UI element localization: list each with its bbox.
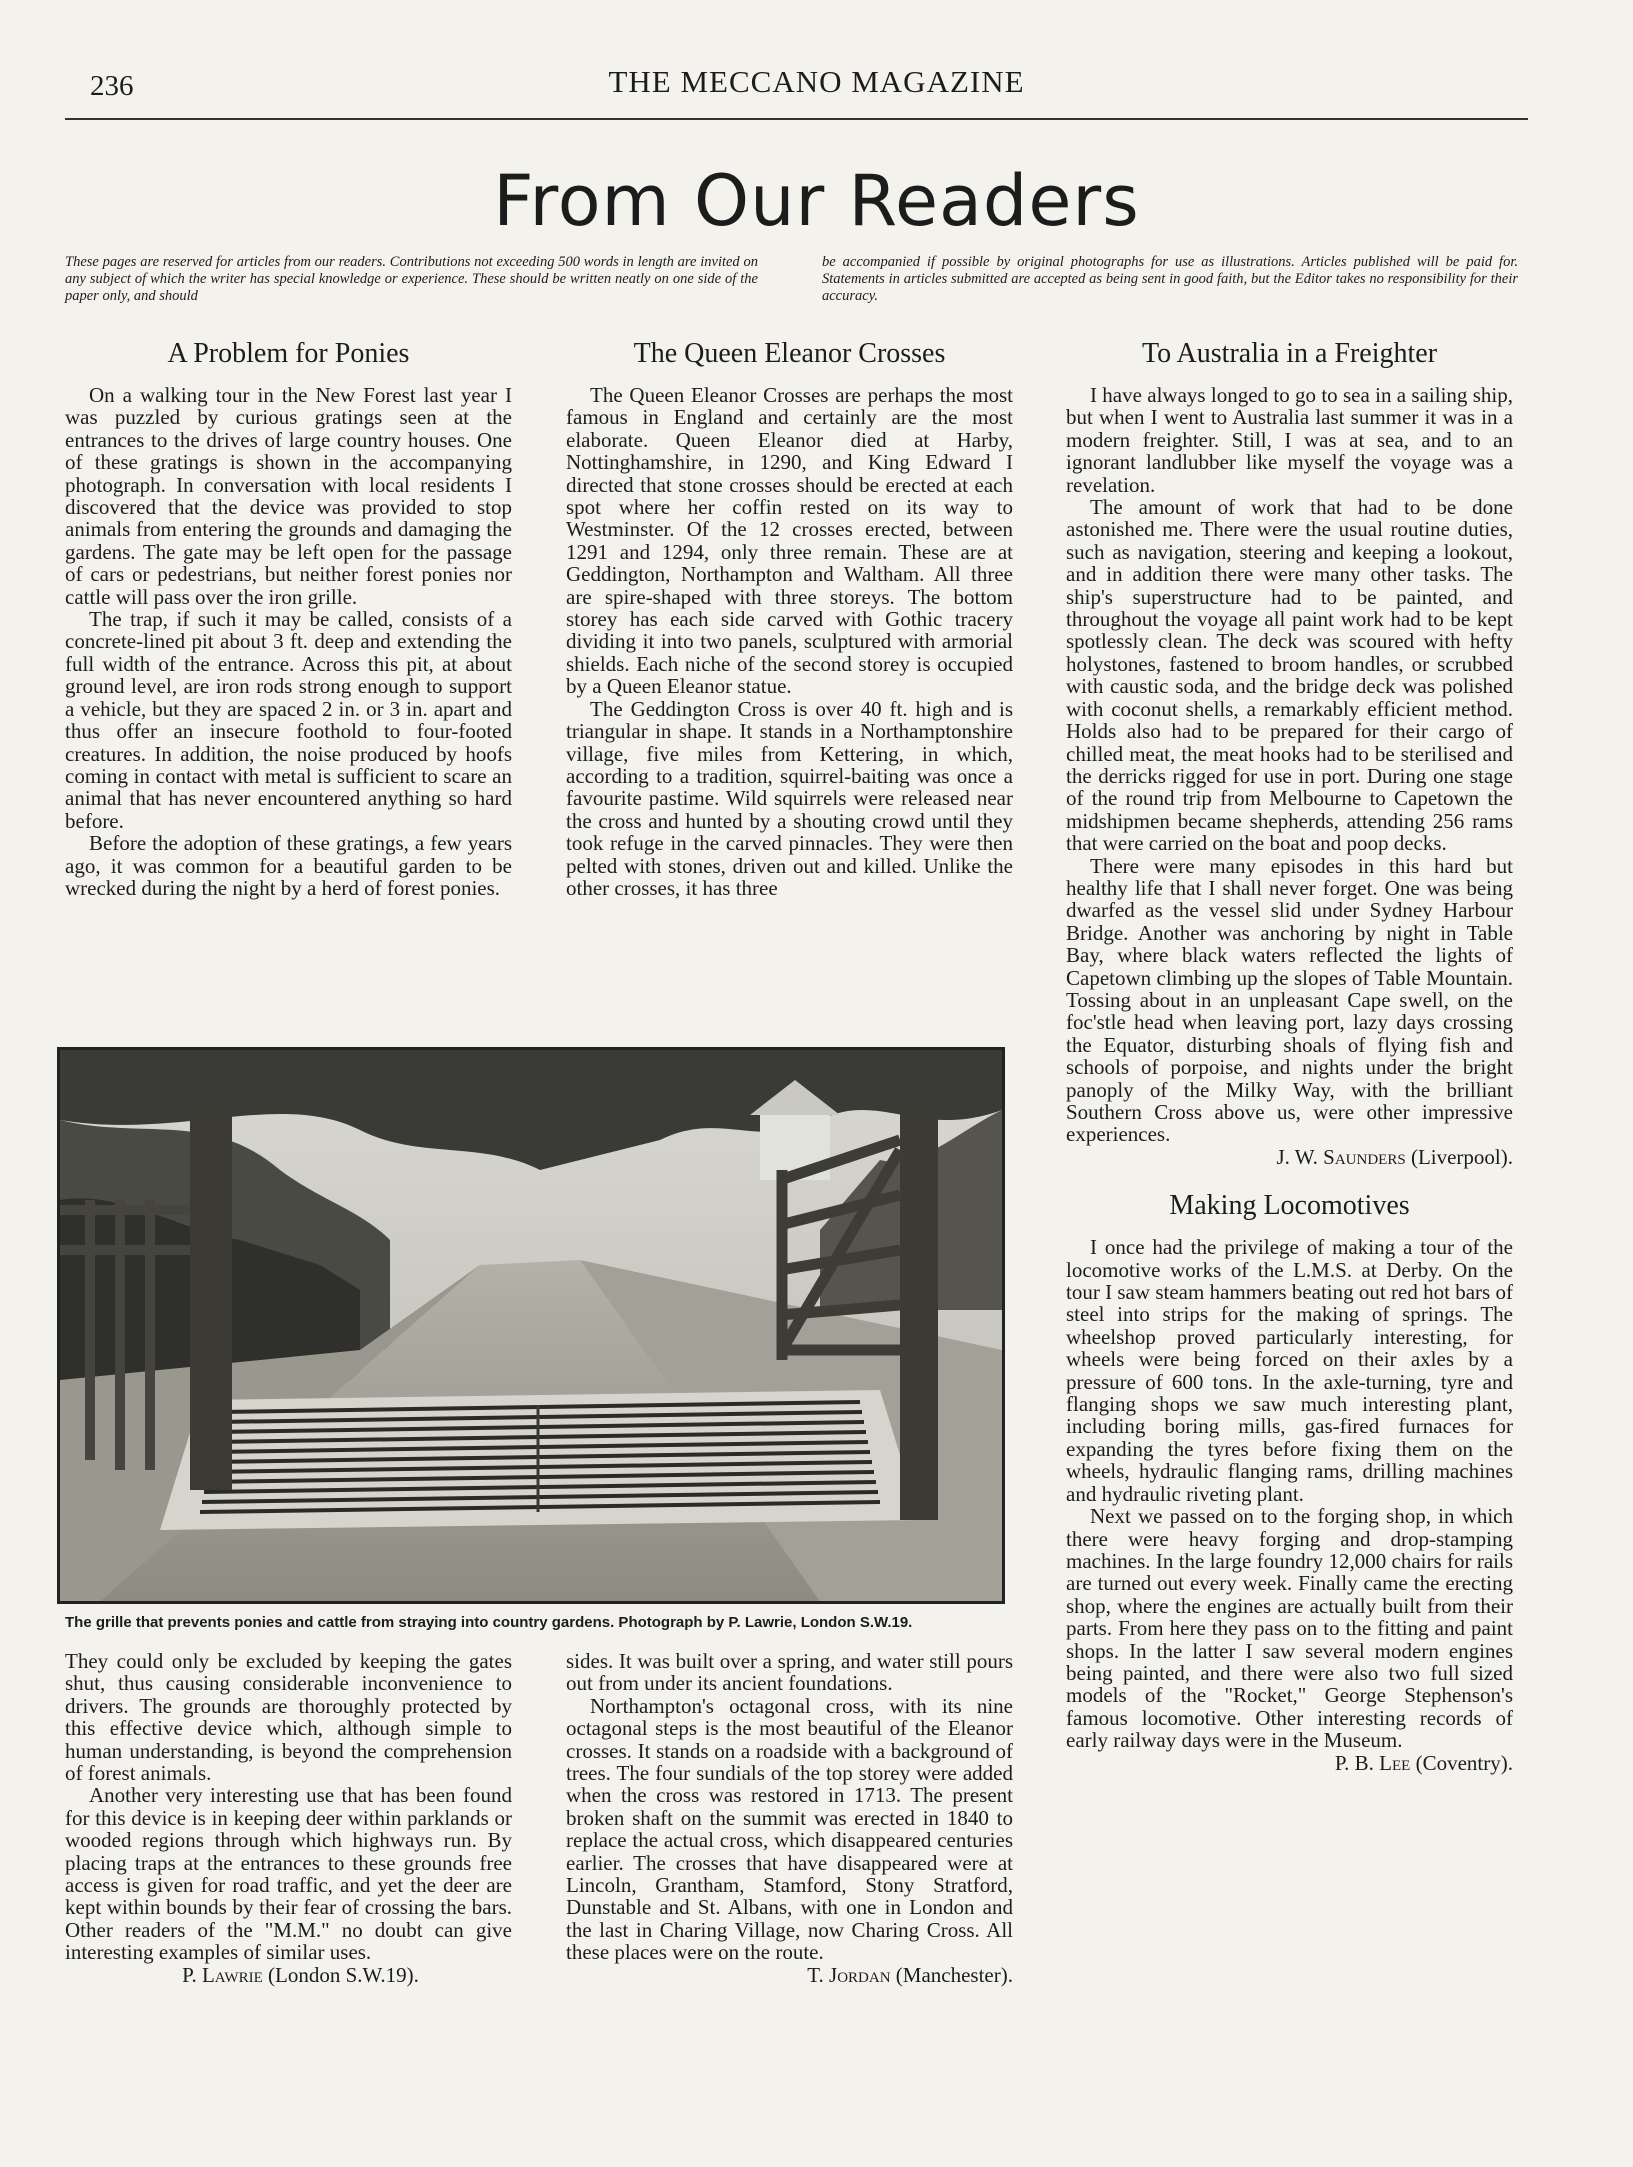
cattle-grid-photo xyxy=(57,1047,1005,1604)
article-paragraph: I once had the privilege of making a tour of the locomotive works of the L.M.S. at Derby. On the tour I saw steam hammers beating out red hot bars of steel into strips for the making of springs. The wheelshop proved particularly interesting, for wheels were being forced on their axles by a pressure of 600 tons. In the axle-turning, tyre and flanging shops we saw much interesting plant, including boring mills, gas-fired furnaces for expanding the tyres before fixing them on the wheels, hydraulic flanging rams, drilling machines and hydraulic riveting plant. xyxy=(1066,1235,1513,1506)
article-signature xyxy=(65,1964,512,1986)
author-location: (Coventry). xyxy=(1415,1750,1513,1775)
article-paragraph: The Geddington Cross is over 40 ft. high and is triangular in shape. It stands in a Northamptonshire village, five miles from Kettering, in which, according to a tradition, squirrel-baiting was once a favourite pastime. Wild squirrels were released near the cross and hunted by a shouting crowd until they took refuge in the carved pinnacles. They were then pelted with stones, driven out and killed. Unlike the other crosses, it has three xyxy=(566,696,1013,900)
article-paragraph: Before the adoption of these gratings, a few years ago, it was common for a beautiful garden to be wrecked during the night by a herd of forest ponies. xyxy=(65,831,512,900)
page-headline: From Our Readers xyxy=(493,160,1140,242)
author-location: (London S.W.19). xyxy=(268,1962,419,1987)
article-ponies-continued xyxy=(65,1650,512,1986)
article-signature xyxy=(1066,1752,1513,1774)
article-paragraph: sides. It was built over a spring, and water still pours out from under its ancient foundations. xyxy=(566,1649,1013,1696)
article-eleanor xyxy=(566,338,1013,899)
article-ponies xyxy=(65,338,512,899)
article-title: Making Locomotives xyxy=(1169,1190,1410,1222)
page-number: 236 xyxy=(90,70,134,102)
author-location: (Liverpool). xyxy=(1410,1144,1513,1169)
author-name: P. Lawrie xyxy=(182,1962,263,1987)
author-location: (Manchester). xyxy=(895,1962,1013,1987)
article-title: The Queen Eleanor Crosses xyxy=(633,338,946,369)
author-name: J. W. Saunders xyxy=(1276,1144,1406,1169)
article-signature xyxy=(566,1964,1013,1986)
photo-illustration xyxy=(60,1050,1002,1601)
article-signature xyxy=(1066,1146,1513,1168)
article-paragraph: The trap, if such it may be called, consists of a concrete-lined pit about 3 ft. deep and extending the full width of the entrance. Across this pit, at about ground level, are iron rods strong enough to support a vehicle, but they are spaced 2 in. or 3 in. apart and thus offer an insecure foothold to four-footed creatures. In addition, the noise produced by hoofs coming in contact with metal is sufficient to scare an animal that has never encountered anything so hard before. xyxy=(65,607,512,833)
article-paragraph: The amount of work that had to be done astonished me. There were the usual routine duties, such as navigation, steering and keeping a lookout, and in addition there were many other tasks. The ship's superstructure had to be painted, and throughout the voyage all paint work had to be kept spotlessly clean. The deck was scoured with hefty holystones, fastened to broom handles, or scrubbed with caustic soda, and the bridge deck was polished with coconut shells, a remarkably efficient method. Holds also had to be prepared for their cargo of chilled meat, the meat hooks had to be sterilised and the derricks rigged for use in port. During one stage of the round trip from Melbourne to Capetown the midshipmen became shepherds, attending 256 rams that were carried on the boat and poop decks. xyxy=(1066,495,1513,856)
article-eleanor-continued xyxy=(566,1650,1013,1986)
intro-left: These pages are reserved for articles from our readers. Contributions not exceeding 500 words in length are invited on any subject of which the writer has special knowledge or experience. These should be written neatly on one side of the paper only, and should xyxy=(65,254,758,304)
article-paragraph: Next we passed on to the forging shop, in which there were heavy forging and drop-stamping machines. In the large foundry 12,000 chairs for rails are turned out every week. Finally came the erecting shop, where the engines are actually built from their parts. From here they pass on to the fitting and paint shops. In the latter I saw several modern engines being painted, and there were also two full sized models of the "Rocket," George Stephenson's famous locomotive. Other interesting records of early railway days were in the Museum. xyxy=(1066,1504,1513,1753)
article-paragraph: I have always longed to go to sea in a sailing ship, but when I went to Australia last summer it was in a modern freighter. Still, I was at sea, and to an ignorant landlubber like myself the voyage was a revelation. xyxy=(1066,383,1513,497)
photo-caption: The grille that prevents ponies and cattle from straying into country gardens. Photograph by P. Lawrie, London S.W.19. xyxy=(65,1614,913,1631)
article-paragraph: Another very interesting use that has been found for this device is in keeping deer within parklands or wooded regions through which highways run. By placing traps at the entrances to these grounds free access is given for road traffic, and yet the deer are kept within bounds by their fear of crossing the bars. Other readers of the "M.M." no doubt can give interesting examples of similar uses. xyxy=(65,1783,512,1965)
magazine-title: THE MECCANO MAGAZINE xyxy=(608,64,1025,99)
article-title: A Problem for Ponies xyxy=(167,338,410,369)
article-paragraph: On a walking tour in the New Forest last year I was puzzled by curious gratings seen at the entrances to the drives of large country houses. One of these gratings is shown in the accompanying photograph. In conversation with local residents I discovered that the device was provided to stop animals from entering the grounds and damaging the gardens. The gate may be left open for the passage of cars or pedestrians, but neither forest ponies nor cattle will pass over the iron grille. xyxy=(65,383,512,609)
header-rule xyxy=(65,118,1528,120)
article-title: To Australia in a Freighter xyxy=(1141,338,1438,369)
author-name: T. Jordan xyxy=(807,1962,891,1987)
intro-right: be accompanied if possible by original photographs for use as illustrations. Articles published will be paid for. Statements in articles submitted are accepted as being sent in good faith, but the Editor takes no responsibility for their accuracy. xyxy=(822,254,1518,304)
article-paragraph: They could only be excluded by keeping the gates shut, thus causing considerable inconvenience to drivers. The grounds are thoroughly protected by this effective device which, although simple to human understanding, is beyond the comprehension of forest animals. xyxy=(65,1649,512,1786)
article-paragraph: Northampton's octagonal cross, with its nine octagonal steps is the most beautiful of the Eleanor crosses. It stands on a roadside with a background of trees. The four sundials of the top storey were added when the cross was restored in 1713. The present broken shaft on the summit was erected in 1840 to replace the actual cross, which disappeared centuries earlier. The crosses that have disappeared were at Lincoln, Grantham, Stamford, Stony Stratford, Dunstable and St. Albans, with one in London and the last in Charing Village, now Charing Cross. All these places were on the route. xyxy=(566,1693,1013,1965)
author-name: P. B. Lee xyxy=(1334,1750,1411,1775)
article-australia xyxy=(1066,338,1513,1774)
article-paragraph: There were many episodes in this hard but healthy life that I shall never forget. One was being dwarfed as the vessel slid under Sydney Harbour Bridge. Another was anchoring by night in Table Bay, where black waters reflected the lights of Capetown climbing up the slopes of Table Mountain. Tossing about in an unpleasant Cape swell, on the foc'stle head when leaving port, lazy days crossing the Equator, disturbing shoals of flying fish and schools of porpoise, and nights under the bright panoply of the Milky Way, with the brilliant Southern Cross above us, were other impressive experiences. xyxy=(1066,853,1513,1147)
article-paragraph: The Queen Eleanor Crosses are perhaps the most famous in England and certainly are the most elaborate. Queen Eleanor died at Harby, Nottinghamshire, in 1290, and King Edward I directed that stone crosses should be erected at each spot where her coffin rested on its way to Westminster. Of the 12 crosses erected, between 1291 and 1294, only three remain. These are at Geddington, Northampton and Waltham. All three are spire-shaped with three storeys. The bottom storey has each side carved with Gothic tracery dividing it into two panels, sculptured with armorial shields. Each niche of the second storey is occupied by a Queen Eleanor statue. xyxy=(566,383,1013,699)
